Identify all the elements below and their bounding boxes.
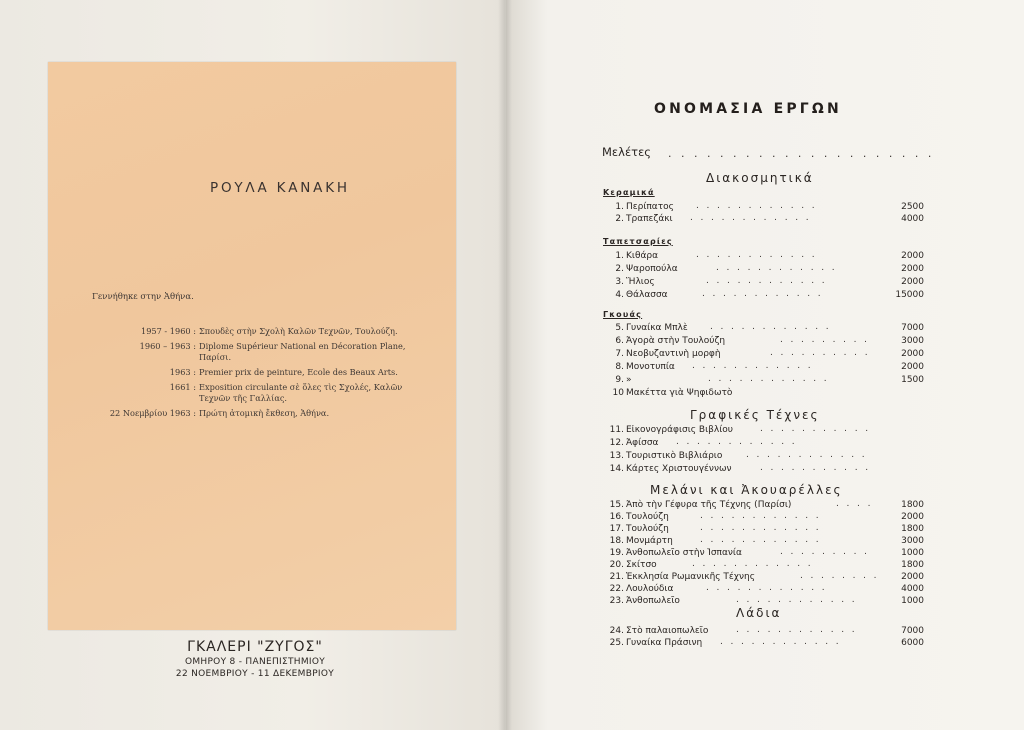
- leader-dots: . . . . . . . . . . . .: [696, 250, 817, 260]
- work-title: Λουλούδια: [626, 584, 674, 594]
- leader-dots: . . . .: [836, 499, 873, 509]
- gallery-info: [110, 638, 400, 680]
- page-title: ΟΝΟΜΑΣΙΑ ΕΡΓΩΝ: [654, 101, 842, 117]
- exhibition-dates: 22 ΝΟΕΜΒΡΙΟΥ - 11 ΔΕΚΕΜΒΡΙΟΥ: [175, 669, 335, 679]
- work-price: 1000: [901, 548, 924, 558]
- bio-entry: 1963 : Premier prix de peinture, Ecole des Beaux Arts.: [169, 367, 398, 377]
- work-title: Σκίτσο: [626, 560, 657, 570]
- work-title: Ψαροπούλα: [626, 264, 678, 274]
- work-price: 4000: [901, 584, 924, 594]
- work-number: 2.: [615, 214, 624, 224]
- category-gouache: Γκουάς: [603, 310, 643, 319]
- work-number: 8.: [615, 362, 624, 372]
- category-ceramics: Κεραμικά: [603, 188, 655, 197]
- work-price: 7000: [901, 323, 924, 333]
- work-price: 4000: [901, 214, 924, 224]
- work-number: 25.: [609, 638, 624, 648]
- leader-dots: . . . . . . . . . . . .: [708, 374, 829, 384]
- bio-entry: 1960 – 1963 : Diplome Supérieur National en Décoration Plane, Παρίσι.: [139, 341, 406, 362]
- work-title: Ἀπὸ τὴν Γέφυρα τῆς Τέχνης (Παρίσι): [626, 500, 792, 510]
- section-graphic-arts: Γραφικές Τέχνες: [690, 408, 820, 422]
- leader-dots: . . . . . . . .: [800, 571, 879, 581]
- work-price: 2000: [901, 251, 924, 261]
- leader-dots: . . . . . . . . . . . .: [706, 276, 827, 286]
- left-page: [0, 0, 506, 730]
- leader-dots: . . . . . . . . . . . .: [692, 559, 813, 569]
- work-price: 7000: [901, 626, 924, 636]
- work-title: Νεοβυζαντινὴ μορφὴ: [626, 349, 721, 359]
- leader-dots: . . . . . . . . . . . .: [690, 213, 811, 223]
- work-price: 15000: [895, 290, 924, 300]
- work-price: 1800: [901, 524, 924, 534]
- work-row: [602, 388, 924, 400]
- leader-dots: . . . . . . . . . .: [770, 348, 870, 358]
- leader-dots: . . . . . . . . . . .: [760, 463, 871, 473]
- biography-list: [78, 326, 438, 423]
- work-price: 1500: [901, 375, 924, 385]
- work-number: 14.: [609, 464, 624, 474]
- work-title: Μονοτυπία: [626, 362, 675, 372]
- work-row: [602, 336, 924, 348]
- work-title: Ἀνθοπωλεῖο: [626, 596, 680, 606]
- work-number: 22.: [609, 584, 624, 594]
- work-title: Εἰκονογράφισις Βιβλίου: [626, 425, 733, 435]
- work-number: 4.: [615, 290, 624, 300]
- work-price: 2000: [901, 572, 924, 582]
- work-number: 23.: [609, 596, 624, 606]
- work-number: 3.: [615, 277, 624, 287]
- work-title: Τουριστικὸ Βιβλιάριο: [626, 451, 723, 461]
- leader-dots: . . . . . . . . . . . .: [676, 437, 797, 447]
- work-price: 2000: [901, 362, 924, 372]
- gallery-address: ΟΜΗΡΟΥ 8 - ΠΑΝΕΠΙΣΤΗΜΙΟΥ: [184, 657, 326, 667]
- bio-entry: 1957 - 1960 : Σπουδὲς στὴν Σχολὴ Καλῶν Τεχνῶν, Τουλούζη.: [140, 326, 398, 336]
- work-title: Περίπατος: [626, 202, 674, 212]
- leader-dots: . . . . . . . . . . . .: [720, 637, 841, 647]
- leader-dots: . . . . . . . . . . . .: [692, 361, 813, 371]
- work-number: 24.: [609, 626, 624, 636]
- leader-dots: . . . . . . . . . . . .: [706, 583, 827, 593]
- leader-dots: . . . . . . . . . . . .: [716, 263, 837, 273]
- work-number: 6.: [615, 336, 624, 346]
- work-title: Ἐκκλησία Ρωμανικῆς Τέχνης: [626, 572, 756, 582]
- work-title: Μακέττα γιὰ Ψηφιδωτὸ: [626, 388, 733, 398]
- work-price: 2000: [901, 349, 924, 359]
- work-title: Τουλούζη: [626, 524, 669, 534]
- work-title: Κιθάρα: [626, 251, 659, 261]
- leader-dots: . . . . . . . . . . . .: [736, 625, 857, 635]
- work-title: Ἀγορὰ στὴν Τουλούζη: [626, 336, 726, 346]
- leader-dots: . . . . . . . . . . . .: [710, 322, 831, 332]
- leader-dots: . . . . . . . . .: [780, 547, 870, 557]
- leader-dots: . . . . . . . . . . . .: [696, 201, 817, 211]
- work-title: Ἀφίσσα: [626, 438, 659, 448]
- leader-dots: . . . . . . . . . . . .: [702, 289, 823, 299]
- leader-dots: . . . . . . . . . . . .: [746, 450, 867, 460]
- work-title: Ἀνθοπωλεῖο στὴν Ἱσπανία: [626, 548, 742, 558]
- section-oils: Λάδια: [736, 606, 782, 620]
- leader-dots: . . . . . . . . . . . . . . . . . . . . .: [668, 147, 935, 160]
- studies-heading: Μελέτες: [602, 145, 652, 159]
- work-row: [602, 349, 924, 361]
- work-number: 9.: [615, 375, 624, 385]
- work-number: 12.: [609, 438, 624, 448]
- work-title: Τραπεζάκι: [626, 214, 673, 224]
- work-number: 17.: [609, 524, 624, 534]
- category-tapestries: Ταπετσαρίες: [603, 237, 673, 246]
- work-number: 18.: [609, 536, 624, 546]
- work-number: 1.: [615, 251, 624, 261]
- work-title: »: [626, 375, 632, 385]
- work-price: 1800: [901, 500, 924, 510]
- leader-dots: . . . . . . . . . . . .: [700, 535, 821, 545]
- bio-entry: 22 Νοεμβρίου 1963 : Πρώτη ἀτομικὴ ἔκθεση, Ἀθήνα.: [109, 408, 330, 418]
- work-price: 2000: [901, 277, 924, 287]
- artist-name: ΡΟΥΛΑ ΚΑΝΑΚΗ: [210, 180, 350, 196]
- work-title: Τουλούζη: [626, 512, 669, 522]
- leader-dots: . . . . . . . . . . . .: [700, 511, 821, 521]
- work-number: 16.: [609, 512, 624, 522]
- work-number: 15.: [609, 500, 624, 510]
- work-title: Στὸ παλαιοπωλεῖο: [626, 626, 709, 636]
- work-price: 2000: [901, 264, 924, 274]
- work-title: Ἥλιος: [626, 277, 655, 287]
- work-number: 19.: [609, 548, 624, 558]
- birthplace-line: Γεννήθηκε στην Ἀθήνα.: [92, 292, 194, 302]
- work-number: 5.: [615, 323, 624, 333]
- work-number: 13.: [609, 451, 624, 461]
- work-number: 11.: [609, 425, 624, 435]
- book-gutter: [498, 0, 512, 730]
- work-number: 21.: [609, 572, 624, 582]
- work-price: 2000: [901, 512, 924, 522]
- leader-dots: . . . . . . . . . . . .: [736, 595, 857, 605]
- work-number: 10: [612, 388, 624, 398]
- gallery-name: ΓΚΑΛΕΡΙ "ΖΥΓΟΣ": [187, 639, 323, 655]
- work-number: 1.: [615, 202, 624, 212]
- work-title: Γυναίκα Μπλὲ: [626, 323, 688, 333]
- work-number: 20.: [609, 560, 624, 570]
- work-price: 3000: [901, 336, 924, 346]
- leader-dots: . . . . . . . . .: [780, 335, 870, 345]
- work-price: 1800: [901, 560, 924, 570]
- work-title: Κάρτες Χριστουγέννων: [626, 464, 732, 474]
- bio-entry: 1661 : Exposition circulante σὲ ὅλες τὶς Σχολές, Καλῶν Τεχνῶν τῆς Γαλλίας.: [169, 382, 403, 403]
- leader-dots: . . . . . . . . . . .: [760, 424, 871, 434]
- work-price: 3000: [901, 536, 924, 546]
- section-decorative: Διακοσμητικά: [706, 171, 814, 185]
- work-price: 1000: [901, 596, 924, 606]
- leader-dots: . . . . . . . . . . . .: [700, 523, 821, 533]
- work-title: Μονμάρτη: [626, 536, 673, 546]
- work-price: 2500: [901, 202, 924, 212]
- work-title: Θάλασσα: [626, 290, 668, 300]
- work-number: 7.: [615, 349, 624, 359]
- work-title: Γυναίκα Πράσινη: [626, 638, 703, 648]
- section-ink-watercolours: Μελάνι και Ἀκουαρέλλες: [650, 483, 843, 497]
- work-number: 2.: [615, 264, 624, 274]
- work-price: 6000: [901, 638, 924, 648]
